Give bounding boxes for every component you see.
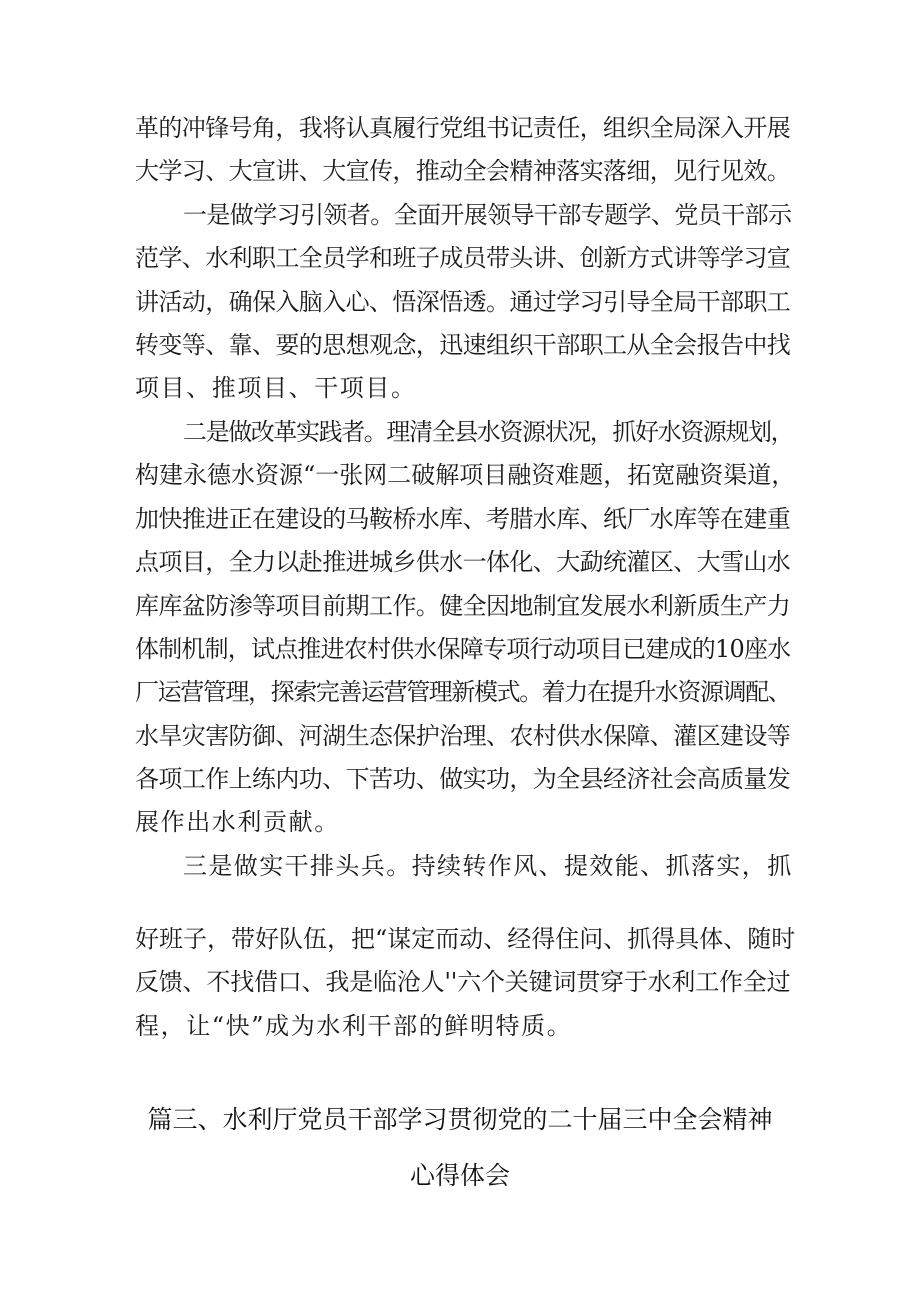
- paragraph-3-line-7: 厂运营管理，探索完善运营管理新模式。着力在提升水资源调配、: [135, 678, 791, 706]
- paragraph-2-line-2: 范学、水利职工全员学和班子成员带头讲、创新方式讲等学习宣: [135, 244, 791, 272]
- paragraph-2-line-1: 一是做学习引领者。全面开展领导干部专题学、党员干部示: [183, 201, 792, 229]
- paragraph-4-line-4: 程，让“快”成为水利干部的鲜明特质。: [135, 1012, 573, 1040]
- paragraph-3-line-10: 展作出水利贡献。: [135, 808, 340, 836]
- paragraph-3-line-2: 构建永德水资源“一张网二破解项目融资难题，拓宽融资渠道，: [135, 461, 796, 489]
- paragraph-3-line-1: 二是做改革实践者。理清全县水资源状况，抓好水资源规划，: [183, 418, 794, 446]
- section-heading-line-1: 篇三、水利厅党员干部学习贯彻党的二十届三中全会精神: [147, 1105, 773, 1134]
- paragraph-1-line-1: 革的冲锋号角，我将认真履行党组书记责任，组织全局深入开展: [135, 114, 791, 142]
- paragraph-3-line-4: 点项目，全力以赴推进城乡供水一体化、大勐统灌区、大雪山水: [135, 548, 791, 576]
- paragraph-4-line-3: 反馈、不找借口、我是临沧人''六个关键词贯穿于水利工作全过: [135, 968, 791, 996]
- paragraph-3-line-3: 加快推进正在建设的马鞍桥水库、考腊水库、纸厂水库等在建重: [135, 505, 791, 533]
- paragraph-2-line-5: 项目、推项目、干项目。: [135, 374, 417, 402]
- paragraph-4-line-1: 三是做实干排头兵。持续转作风、提效能、抓落实，抓: [183, 852, 793, 880]
- paragraph-3-line-8: 水旱灾害防御、河湖生态保护治理、农村供水保障、灌区建设等: [135, 722, 791, 750]
- paragraph-4-line-2: 好班子，带好队伍，把“谋定而动、经得住问、抓得具体、随时: [135, 925, 796, 953]
- paragraph-3-line-9: 各项工作上练内功、下苦功、做实功，为全县经济社会高质量发: [135, 765, 791, 793]
- paragraph-2-line-4: 转变等、靠、要的思想观念，迅速组织干部职工从全会报告中找: [135, 331, 791, 359]
- paragraph-1-line-2: 大学习、大宣讲、大宣传，推动全会精神落实落细，见行见效。: [135, 157, 791, 185]
- paragraph-3-line-5: 库库盆防渗等项目前期工作。健全因地制宜发展水利新质生产力: [135, 592, 791, 620]
- paragraph-2-line-3: 讲活动，确保入脑入心、悟深悟透。通过学习引导全局干部职工: [135, 288, 791, 316]
- section-heading-line-2: 心得体会: [409, 1161, 510, 1190]
- paragraph-3-line-6: 体制机制，试点推进农村供水保障专项行动项目已建成的10座水: [135, 635, 791, 663]
